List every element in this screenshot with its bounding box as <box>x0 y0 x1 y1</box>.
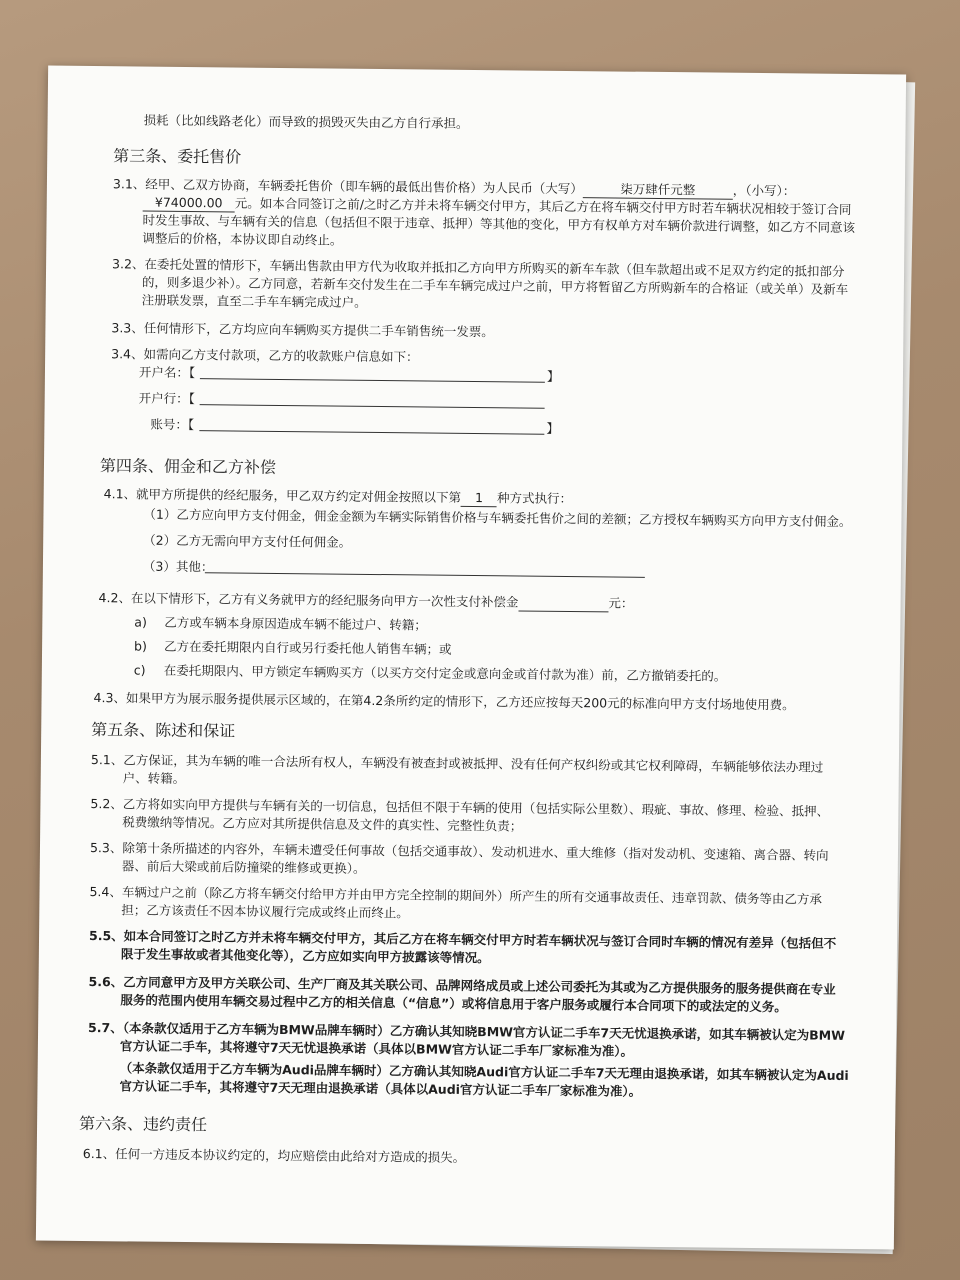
clause-5-4-line1: 5.4、车辆过户之前（除乙方将车辆交付给甲方并由甲方完全控制的期间外）所产生的所有交通事故责任、违章罚款、债务等由乙方承 <box>89 884 822 907</box>
commission-option-field[interactable]: 1 <box>461 490 497 507</box>
clause-5-2-line2: 税费缴纳等情况。乙方应对其所提供信息及文件的真实性、完整性负责； <box>122 814 523 834</box>
section-5-heading: 第五条、陈述和保证 <box>91 720 236 741</box>
clause-3-2-line2: 的，则多退少补）。乙方同意，若新车交付发生在二手车车辆完成过户之前，甲方将暂留乙方所购新车的合格证（或关单）及新车 <box>141 274 849 297</box>
clause-5-5-line1: 5.5、如本合同签订之时乙方并未将车辆交付甲方，其后乙方在将车辆交付甲方时若车辆状况与签订合同时车辆的情况有差异（包括但不 <box>88 928 837 951</box>
clause-5-7-line3: （本条款仅适用于乙方车辆为Audi品牌车辆时）乙方确认其知晓Audi官方认证二手车7天无理由退换承诺，如其车辆被认定为Audi <box>119 1060 849 1083</box>
item-a-text: 乙方或车辆本身原因造成车辆不能过户、转籍； <box>164 614 427 633</box>
account-name-bracket: 】 <box>546 368 560 384</box>
clause-5-6-line1: 5.6、乙方同意甲方及甲方关联公司、生产厂商及其关联公司、品牌网络成员或上述公司委托为其或为乙方提供服务的服务提供商在专业 <box>88 974 836 997</box>
section-6-heading: 第六条、违约责任 <box>79 1113 208 1135</box>
clause-5-4-line2: 担；乙方该责任不因本协议履行完成或终止而终止。 <box>121 902 409 921</box>
clause-5-1-line2: 户、转籍。 <box>122 770 186 787</box>
clause-5-6-line2: 服务的范围内使用车辆交易过程中乙方的相关信息（“信息”）或将信息用于客户服务或履行本合同项下的或法定的义务。 <box>120 992 787 1015</box>
clause-5-7-line4: 官方认证二手车，其将遵守7天无理由退换承诺（具体以Audi官方认证二手车厂家标准为准）。 <box>119 1078 642 1099</box>
item-c-label: c) <box>133 662 146 678</box>
clause-3-1-line2: ¥74000.00 元。如本合同签订之前/之时乙方并未将车辆交付甲方，其后乙方在将车辆交付甲方时若车辆状况相较于签订合同 <box>143 195 852 219</box>
account-bank-label: 开户行：【 <box>138 390 196 407</box>
compensation-field[interactable] <box>518 594 608 612</box>
item-b-text: 乙方在委托期限内自行或另行委托他人销售车辆；或 <box>164 638 452 657</box>
clause-5-7-line1: 5.7、（本条款仅适用于乙方车辆为BMW品牌车辆时）乙方确认其知晓BMW官方认证二手车7天无忧退换承诺，如其车辆被认定为BMW <box>88 1020 846 1043</box>
clause-3-3: 3.3、任何情形下，乙方均应向车辆购买方提供二手车销售统一发票。 <box>111 320 494 340</box>
clause-3-1-line4: 调整后的价格，本协议即自动终止。 <box>142 230 343 248</box>
clause-3-2-line3: 注册联发票，直至二手车车辆完成过户。 <box>141 292 367 310</box>
clause-5-3-line1: 5.3、除第十条所描述的内容外，车辆未遭受任何事故（包括交通事故）、发动机进水、重大维修（指对发动机、变速箱、离合器、转向 <box>89 840 829 863</box>
commission-option-1: （1）乙方应向甲方支付佣金，佣金金额为车辆实际销售价格与车辆委托售价之间的差额；乙方授权车辆购买方向甲方支付佣金。 <box>143 506 852 529</box>
contract-page <box>36 66 906 1250</box>
clause-5-2-line1: 5.2、乙方将如实向甲方提供与车辆有关的一切信息，包括但不限于车辆的使用（包括实际公里数）、瑕疵、事故、修理、检验、抵押、 <box>90 796 830 819</box>
clause-4-1: 4.1、就甲方所提供的经纪服务，甲乙双方约定对佣金按照以下第 1 种方式执行： <box>103 486 573 507</box>
clause-4-2: 4.2、在以下情形下，乙方有义务就甲方的经纪服务向甲方一次性支付补偿金 元： <box>98 590 634 611</box>
clause-3-1-line1: 3.1、经甲、乙双方协商，车辆委托售价（即车辆的最低出售价格）为人民币（大写） 柒万肆仟元整 ，（小写）： <box>112 176 796 199</box>
clause-5-7-line2: 官方认证二手车，其将遵守7天无忧退换承诺（具体以BMW官方认证二手车厂家标准为准）。 <box>119 1038 634 1059</box>
item-a-label: a) <box>134 614 147 630</box>
account-name-field[interactable] <box>200 378 545 383</box>
item-b-label: b) <box>134 638 147 654</box>
section-3-heading: 第三条、委托售价 <box>113 146 242 167</box>
commission-option-3: （3）其他： <box>142 558 214 575</box>
account-name-label: 开户名：【 <box>138 364 196 381</box>
other-option-field[interactable] <box>205 572 645 578</box>
account-number-label: 账号：【 <box>150 416 195 433</box>
clause-3-2-line1: 3.2、在委托处置的情形下，车辆出售款由甲方代为收取并抵扣乙方向甲方所购买的新车车款（但车款超出或不足双方约定的抵扣部分 <box>112 256 845 279</box>
item-c-text: 在委托期限内、甲方锁定车辆购买方（以买方交付定金或意向金或首付款为准）前，乙方撤销委托的。 <box>163 662 727 684</box>
continued-text: 损耗（比如线路老化）而导致的损毁灭失由乙方自行承担。 <box>143 112 469 131</box>
commission-option-2: （2）乙方无需向甲方支付任何佣金。 <box>143 532 352 550</box>
clause-6-1: 6.1、任何一方违反本协议约定的，均应赔偿由此给对方造成的损失。 <box>82 1145 466 1165</box>
clause-3-1-line3: 时发生事故、与车辆有关的信息（包括但不限于违章、抵押）等其他的变化，甲方有权单方对车辆价款进行调整，如乙方不同意该 <box>142 212 856 235</box>
amount-upper-field[interactable]: 柒万肆仟元整 <box>583 181 733 200</box>
clause-5-1-line1: 5.1、乙方保证，其为车辆的唯一合法所有权人，车辆没有被查封或被抵押、没有任何产权纠纷或其它权利障碍，车辆能够依法办理过 <box>90 752 824 775</box>
clause-4-3: 4.3、如果甲方为展示服务提供展示区域的，在第4.2条所约定的情形下，乙方还应按每天200元的标准向甲方支付场地使用费。 <box>93 690 795 713</box>
account-number-bracket: 】 <box>546 420 559 436</box>
account-bank-field[interactable] <box>200 404 545 409</box>
amount-lower-field[interactable]: ¥74000.00 <box>143 195 235 213</box>
clause-5-3-line2: 器、前后大梁或前后防撞梁的维修或更换）。 <box>121 858 366 876</box>
clause-5-5-line2: 限于发生事故或者其他变化等），乙方应如实向甲方披露该等情况。 <box>120 946 490 966</box>
section-4-heading: 第四条、佣金和乙方补偿 <box>99 456 277 477</box>
account-number-field[interactable] <box>199 430 544 435</box>
clause-3-4: 3.4、如需向乙方支付款项，乙方的收款账户信息如下： <box>111 346 419 365</box>
